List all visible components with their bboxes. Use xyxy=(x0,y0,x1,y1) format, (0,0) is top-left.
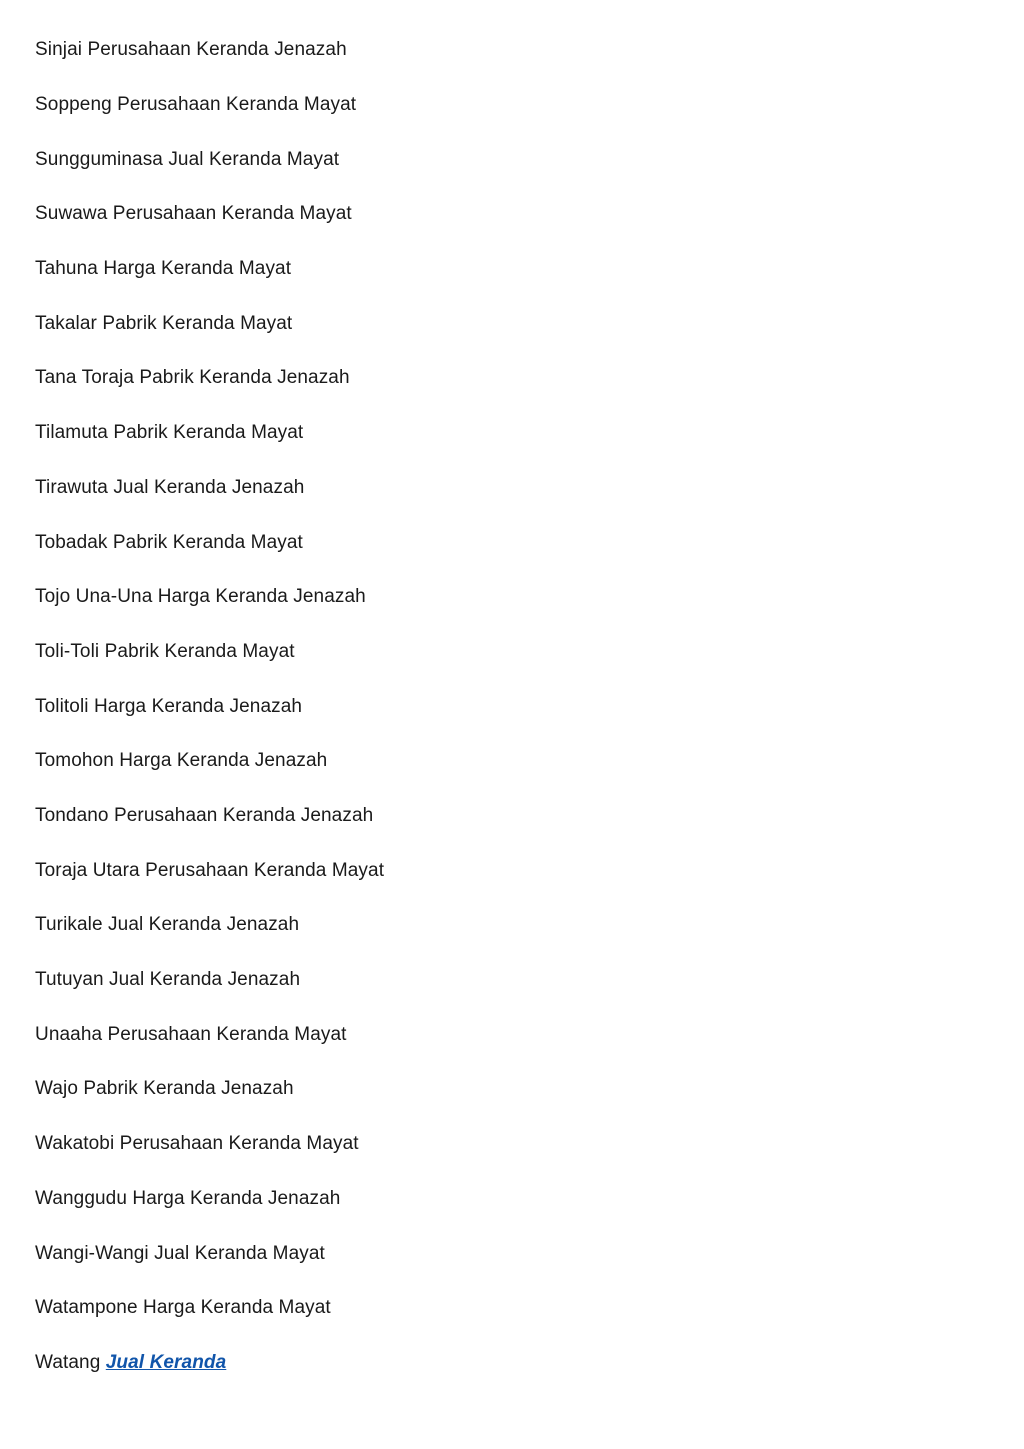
list-item: Tutuyan Jual Keranda Jenazah xyxy=(35,969,301,990)
list-item: Soppeng Perusahaan Keranda Mayat xyxy=(35,94,357,115)
list-item: Suwawa Perusahaan Keranda Mayat xyxy=(35,203,352,224)
list-item: Tojo Una-Una Harga Keranda Jenazah xyxy=(35,586,366,607)
list-item: Takalar Pabrik Keranda Mayat xyxy=(35,313,293,334)
list-item: Tana Toraja Pabrik Keranda Jenazah xyxy=(35,367,350,388)
list-item: Tondano Perusahaan Keranda Jenazah xyxy=(35,805,374,826)
list-item: Watampone Harga Keranda Mayat xyxy=(35,1297,331,1318)
list-item: Tomohon Harga Keranda Jenazah xyxy=(35,750,328,771)
list-item: Tilamuta Pabrik Keranda Mayat xyxy=(35,422,304,443)
list-item-with-link xyxy=(35,1351,226,1375)
list-item: Wangi-Wangi Jual Keranda Mayat xyxy=(35,1243,325,1264)
list-item: Toli-Toli Pabrik Keranda Mayat xyxy=(35,641,295,662)
list-item: Sungguminasa Jual Keranda Mayat xyxy=(35,149,340,170)
list-item: Sinjai Perusahaan Keranda Jenazah xyxy=(35,39,347,60)
list-item: Wakatobi Perusahaan Keranda Mayat xyxy=(35,1133,359,1154)
list-item: Tirawuta Jual Keranda Jenazah xyxy=(35,477,305,498)
list-item: Tahuna Harga Keranda Mayat xyxy=(35,258,292,279)
list-item: Turikale Jual Keranda Jenazah xyxy=(35,914,300,935)
jual-keranda-link[interactable]: Jual Keranda xyxy=(105,1352,227,1373)
list-item: Unaaha Perusahaan Keranda Mayat xyxy=(35,1024,347,1045)
list-item: Wanggudu Harga Keranda Jenazah xyxy=(35,1188,341,1209)
list-item: Tolitoli Harga Keranda Jenazah xyxy=(35,696,303,717)
list-item: Toraja Utara Perusahaan Keranda Mayat xyxy=(35,860,385,881)
list-item: Wajo Pabrik Keranda Jenazah xyxy=(35,1078,294,1099)
list-item: Tobadak Pabrik Keranda Mayat xyxy=(35,532,303,553)
list-item-prefix: Watang xyxy=(35,1352,106,1373)
